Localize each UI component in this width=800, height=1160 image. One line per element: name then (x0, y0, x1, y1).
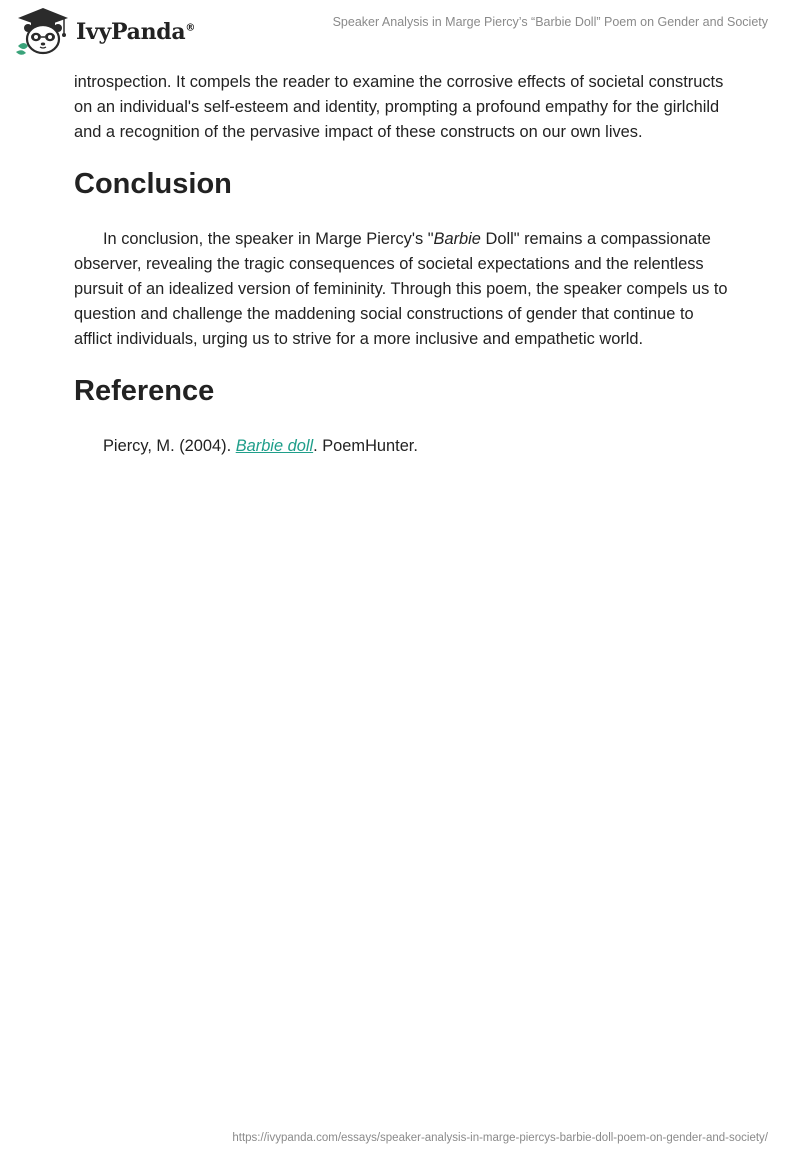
reference-link[interactable]: Barbie doll (235, 437, 314, 455)
intro-paragraph: introspection. It compels the reader to examine the corrosive effects of societal constructs on an individual's self-esteem and identity, prompting a profound empathy for the girlchild and a recognition of the pervasive impact of these constructs on our own lives. (74, 73, 724, 141)
page-header (0, 0, 800, 70)
registered-mark: ® (185, 22, 196, 34)
essay-content (74, 70, 734, 459)
panda-graduate-icon (14, 6, 72, 58)
conclusion-italic-title: Barbie (433, 230, 481, 248)
conclusion-heading: Conclusion (74, 168, 232, 200)
reference-source: . PoemHunter. (313, 437, 418, 455)
footer-url[interactable]: https://ivypanda.com/essays/speaker-analysis-in-marge-piercys-barbie-doll-poem-on-gender-and-society/ (232, 1132, 768, 1144)
reference-entry (74, 434, 734, 459)
conclusion-text-start: In conclusion, the speaker in Marge Piercy's " (103, 230, 434, 248)
conclusion-paragraph (74, 227, 734, 352)
ivypanda-logo[interactable] (14, 6, 195, 58)
document-title: Speaker Analysis in Marge Piercy’s “Barbie Doll” Poem on Gender and Society (332, 15, 768, 29)
reference-heading: Reference (74, 375, 215, 407)
logo-wordmark: IvyPanda® (76, 19, 196, 45)
reference-author-year: Piercy, M. (2004). (103, 437, 236, 455)
conclusion-text-end: Doll" remains a compassionate observer, revealing the tragic consequences of societal expectations and the relentless pursuit of an idealized version of femininity. Through this poem, the speaker compels us to question and challenge the maddening social constructions of gender that continue to afflict individuals, urging us to strive for a more inclusive and empathetic world. (74, 230, 728, 348)
